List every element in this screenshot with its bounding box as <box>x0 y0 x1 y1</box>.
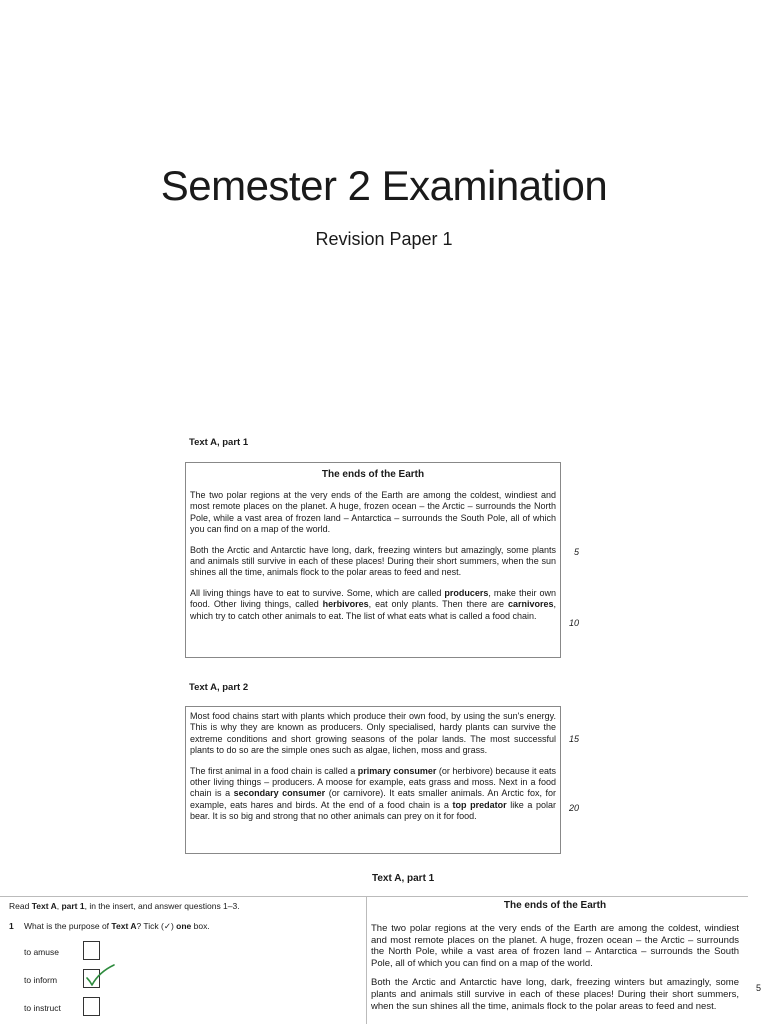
question-paragraph-2: Both the Arctic and Antarctic have long, dark, freezing winters but amazingly, some plants and animals still survive in each of these places! During their short summers, when the sun shines all the time, animals flock to the polar areas to feed and nest. <box>371 977 739 1012</box>
instruction-text: Read Text A, part 1, in the insert, and answer questions 1–3. <box>9 901 240 911</box>
page-subtitle: Revision Paper 1 <box>315 229 453 249</box>
paragraph-1: The two polar regions at the very ends of the Earth are among the coldest, windiest and most remote places on the planet. A huge, frozen ocean – the Arctic – surrounds the North Pole, while a vast area of frozen land – Antarctica – surrounds the South Pole, all of which you can find on a map of the world. <box>190 490 556 535</box>
question-sheet-divider <box>366 896 367 1024</box>
option-label-instruct: to instruct <box>24 1003 61 1013</box>
question-1-number: 1 <box>9 921 14 931</box>
line-number-20: 20 <box>569 803 580 813</box>
tickbox-amuse[interactable] <box>83 941 100 960</box>
text-a-part2-heading: Text A, part 2 <box>189 682 249 693</box>
question-text-title: The ends of the Earth <box>503 900 607 911</box>
question-text-heading: Text A, part 1 <box>372 873 435 884</box>
line-number-10: 10 <box>569 618 580 628</box>
text-a-part1-box <box>185 462 561 658</box>
text-a-part1-heading: Text A, part 1 <box>189 437 249 448</box>
checkmark-icon <box>82 962 116 988</box>
paragraph-2: Both the Arctic and Antarctic have long, dark, freezing winters but amazingly, some plants and animals still survive in each of these places! During their short summers, when the sun shines all the time, animals flock to the polar areas to feed and nest. <box>190 544 556 578</box>
question-1-text: What is the purpose of Text A? Tick (✓) one box. <box>24 921 210 931</box>
text-a-title: The ends of the Earth <box>321 469 425 480</box>
question-line-number-5: 5 <box>756 983 762 993</box>
line-number-5: 5 <box>574 547 580 557</box>
page-title: Semester 2 Examination <box>160 162 608 209</box>
question-text-box <box>371 900 739 1020</box>
option-label-amuse: to amuse <box>24 947 59 957</box>
question-sheet-top-rule <box>0 896 748 897</box>
paragraph-4: Most food chains start with plants which produce their own food, by using the sun's energy. This is why they are known as producers. Only specialised, hardy plants can survive the extreme conditions and short growing seasons of the polar lands. The most successful plants to do so are the simple ones such as algae, lichen, moss and grass. <box>190 711 556 756</box>
paragraph-5: The first animal in a food chain is called a primary consumer (or herbivore) because it eats other living things – producers. A moose for example, eats grass and moss. Next in a food chain is a secondary consumer (or carnivore). It eats smaller animals. An Arctic fox, for example, eats hares and birds. At the end of a food chain is a top predator like a polar bear. It is so big and strong that no other animals can prey on it for food. <box>190 765 557 822</box>
option-label-inform: to inform <box>24 975 58 985</box>
question-paragraph-1: The two polar regions at the very ends of the Earth are among the coldest, windiest and most remote places on the planet. A huge, frozen ocean – the Arctic – surrounds the North Pole, while a vast area of frozen land – Antarctica – surrounds the South Pole, all of which you can find on a map of the world. <box>371 923 739 969</box>
tickbox-instruct[interactable] <box>83 997 100 1016</box>
paragraph-3: All living things have to eat to survive. Some, which are called producers, make their own food. Other living things, called herbivores, eat only plants. Then there are carnivores, which try to catch other animals to eat. The list of what eats what is called a food chain. <box>190 587 556 621</box>
line-number-15: 15 <box>569 734 580 744</box>
text-a-part2-box <box>185 706 561 854</box>
